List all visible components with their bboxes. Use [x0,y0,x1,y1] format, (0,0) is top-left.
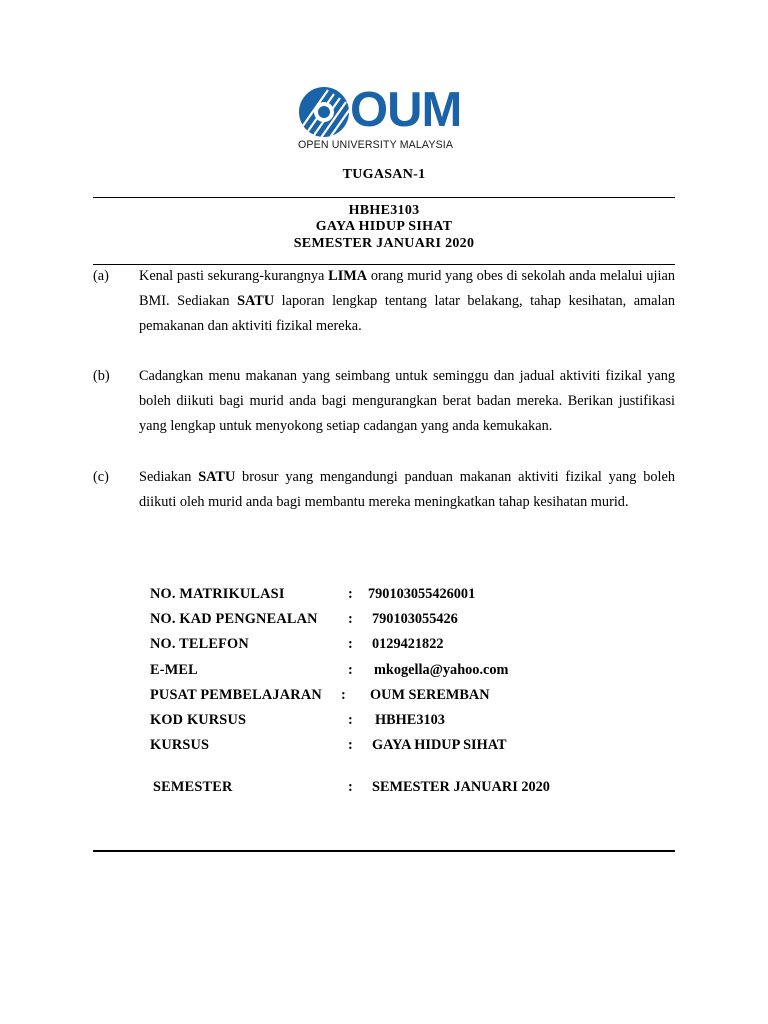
question-text [139,264,675,339]
info-colon: : [348,737,353,753]
emphasis-text: SATU [237,293,275,309]
question-text-segment: Sediakan [139,469,199,485]
info-key: KURSUS [150,737,210,753]
question-c [93,465,675,515]
info-colon: : [348,586,353,602]
header-top-rule [93,197,675,198]
question-text-segment: Kenal pasti sekurang-kurangnya [139,268,329,284]
logo-wordmark: OUM [350,83,462,137]
info-key: NO. TELEFON [150,636,249,652]
question-text-segment: orang murid yang obes di sekolah anda melalui ujian BMI. Sediakan [139,268,675,309]
info-key: SEMESTER [153,779,233,795]
info-colon: : [348,712,353,728]
info-colon: : [341,687,346,703]
assignment-title: TUGASAN-1 [342,167,426,182]
question-text [139,465,675,515]
question-label: (b) [93,368,110,384]
info-colon: : [348,636,353,652]
info-value: OUM SEREMBAN [370,687,490,703]
info-value: 790103055426 [372,611,458,627]
question-text-segment: brosur yang mengandungi panduan makanan aktiviti fizikal yang boleh diikuti oleh murid anda bagi membantu mereka meningkatkan tahap kesihatan murid. [139,469,675,510]
info-key: NO. KAD PENGNEALAN [150,611,318,627]
info-key: NO. MATRIKULASI [150,586,285,602]
footer-rule [93,850,675,852]
question-a [93,264,675,339]
question-text [139,364,675,439]
oum-globe-icon [298,86,350,138]
info-value: HBHE3103 [375,712,445,728]
info-colon: : [348,779,353,795]
question-text-segment: Cadangkan menu makanan yang seimbang untuk seminggu dan jadual aktiviti fizikal yang boleh diikuti bagi murid anda bagi mengurangkan berat badan mereka. Berikan justifikasi yang lengkap untuk menyokong setiap cadangan yang anda kemukakan. [139,368,675,434]
question-text-segment: laporan lengkap tentang latar belakang, tahap kesihatan, amalan pemakanan dan aktiviti fizikal mereka. [139,293,675,334]
semester-title: SEMESTER JANUARI 2020 [293,236,475,251]
oum-logo [298,83,478,156]
emphasis-text: SATU [198,469,236,485]
info-colon: : [348,662,353,678]
course-name: GAYA HIDUP SIHAT [315,219,453,234]
info-value: GAYA HIDUP SIHAT [372,737,507,753]
question-label: (c) [93,469,109,485]
info-colon: : [348,611,353,627]
question-b [93,364,675,439]
info-value: 0129421822 [372,636,444,652]
logo-university-name: OPEN UNIVERSITY MALAYSIA [298,139,454,151]
info-key: KOD KURSUS [150,712,247,728]
info-value: 790103055426001 [368,586,476,602]
info-key: E-MEL [150,662,198,678]
info-key: PUSAT PEMBELAJARAN [150,687,322,703]
question-label: (a) [93,268,109,284]
course-code: HBHE3103 [348,203,420,218]
info-value: mkogella@yahoo.com [374,662,509,678]
emphasis-text: LIMA [328,268,368,284]
info-value: SEMESTER JANUARI 2020 [372,779,550,795]
